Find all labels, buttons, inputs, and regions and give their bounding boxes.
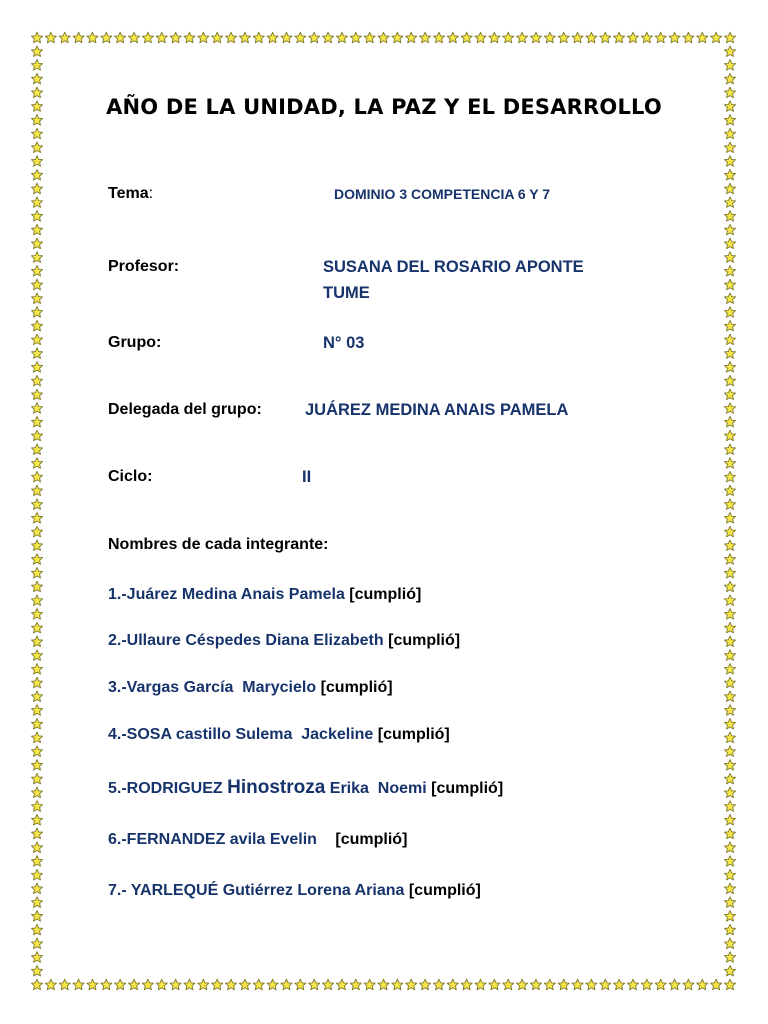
star-icon [31, 567, 42, 578]
star-icon [31, 883, 42, 894]
star-icon [31, 471, 42, 482]
member-status: [cumplió] [377, 726, 450, 743]
star-icon [724, 32, 735, 43]
star-icon [336, 32, 347, 43]
star-icon [31, 499, 42, 510]
star-icon [225, 979, 236, 990]
star-icon [530, 979, 541, 990]
star-icon [45, 32, 56, 43]
star-icon [724, 554, 735, 565]
star-icon [724, 224, 735, 235]
tema-value: DOMINIO 3 COMPETENCIA 6 Y 7 [334, 186, 551, 202]
star-icon [31, 677, 42, 688]
star-icon [724, 965, 735, 976]
star-icon [530, 32, 541, 43]
star-icon [724, 513, 735, 524]
star-icon [392, 979, 403, 990]
list-item [108, 831, 407, 849]
star-icon [724, 211, 735, 222]
star-icon [350, 32, 361, 43]
star-icon [600, 32, 611, 43]
star-icon [31, 252, 42, 263]
star-icon [378, 32, 389, 43]
star-icon [364, 32, 375, 43]
star-icon [309, 32, 320, 43]
star-icon [31, 746, 42, 757]
star-icon [31, 458, 42, 469]
star-icon [392, 32, 403, 43]
star-icon [212, 979, 223, 990]
star-icon [544, 32, 555, 43]
star-icon [447, 32, 458, 43]
star-icon [724, 869, 735, 880]
star-icon [31, 293, 42, 304]
star-icon [669, 979, 680, 990]
star-icon [31, 856, 42, 867]
star-icon [683, 979, 694, 990]
star-icon [724, 814, 735, 825]
member-name: 2.-Ullaure Céspedes Diana Elizabeth [108, 632, 384, 649]
star-icon [322, 979, 333, 990]
star-icon [724, 801, 735, 812]
star-icon [724, 540, 735, 551]
star-icon [724, 650, 735, 661]
star-icon [558, 32, 569, 43]
star-icon [419, 32, 430, 43]
star-icon [31, 636, 42, 647]
star-icon [406, 979, 417, 990]
star-icon [31, 279, 42, 290]
star-icon [31, 622, 42, 633]
profesor-value-line1: SUSANA DEL ROSARIO APONTE [323, 258, 584, 276]
star-icon [295, 32, 306, 43]
star-icon [406, 32, 417, 43]
star-icon [281, 32, 292, 43]
star-icon [724, 979, 735, 990]
star-icon [724, 705, 735, 716]
star-icon [31, 663, 42, 674]
delegada-label: Delegada del grupo: [108, 401, 262, 418]
star-icon [724, 416, 735, 427]
star-icon [31, 60, 42, 71]
star-icon [31, 609, 42, 620]
star-icon [31, 389, 42, 400]
star-icon [724, 73, 735, 84]
star-icon [724, 595, 735, 606]
star-icon [170, 979, 181, 990]
star-icon [31, 142, 42, 153]
star-icon [59, 32, 70, 43]
grupo-label: Grupo: [108, 334, 162, 351]
star-icon [724, 362, 735, 373]
star-icon [73, 979, 84, 990]
star-icon [225, 32, 236, 43]
star-icon [724, 334, 735, 345]
star-icon [31, 46, 42, 57]
star-icon [724, 307, 735, 318]
star-icon [724, 389, 735, 400]
member-name-emphasis: Hinostroza [227, 777, 326, 798]
star-icon [503, 979, 514, 990]
star-icon [31, 842, 42, 853]
star-icon [31, 924, 42, 935]
star-icon [614, 979, 625, 990]
star-icon [336, 979, 347, 990]
star-icon [433, 979, 444, 990]
star-icon [378, 979, 389, 990]
star-icon [31, 760, 42, 771]
member-name: 7.- YARLEQUÉ Gutiérrez Lorena Ariana [108, 882, 405, 899]
star-icon [724, 197, 735, 208]
star-icon [295, 979, 306, 990]
star-icon [31, 650, 42, 661]
star-icon [31, 938, 42, 949]
star-icon [31, 718, 42, 729]
star-icon [31, 485, 42, 496]
star-icon [31, 691, 42, 702]
star-icon [724, 156, 735, 167]
star-icon [31, 169, 42, 180]
star-icon [724, 293, 735, 304]
member-status: [cumplió] [388, 632, 461, 649]
star-icon [724, 499, 735, 510]
star-icon [697, 32, 708, 43]
star-icon [724, 622, 735, 633]
star-icon [517, 32, 528, 43]
star-icon [350, 979, 361, 990]
member-name: 1.-Juárez Medina Anais Pamela [108, 586, 345, 603]
star-icon [45, 979, 56, 990]
star-icon [724, 773, 735, 784]
star-icon [31, 211, 42, 222]
star-icon [724, 46, 735, 57]
star-icon [31, 897, 42, 908]
list-item [108, 679, 393, 697]
star-icon [253, 32, 264, 43]
star-icon [31, 197, 42, 208]
star-icon [724, 636, 735, 647]
star-icon [724, 911, 735, 922]
member-status: [cumplió] [335, 831, 408, 848]
star-icon [31, 979, 42, 990]
list-item [108, 777, 503, 799]
page-title: AÑO DE LA UNIDAD, LA PAZ Y EL DESARROLLO [106, 95, 662, 119]
star-icon [724, 856, 735, 867]
star-icon [31, 362, 42, 373]
member-status: [cumplió] [320, 679, 393, 696]
star-icon [489, 32, 500, 43]
star-icon [31, 430, 42, 441]
star-icon [614, 32, 625, 43]
star-icon [142, 979, 153, 990]
star-icon [31, 801, 42, 812]
member-name-suffix: Erika Noemi [329, 780, 427, 797]
star-icon [31, 554, 42, 565]
star-icon [419, 979, 430, 990]
star-icon [627, 979, 638, 990]
member-status: [cumplió] [431, 780, 504, 797]
star-icon [724, 430, 735, 441]
star-icon [31, 320, 42, 331]
star-icon [198, 979, 209, 990]
ciclo-value: II [302, 468, 312, 486]
delegada-value: JUÁREZ MEDINA ANAIS PAMELA [305, 401, 569, 419]
star-icon [461, 979, 472, 990]
star-icon [31, 444, 42, 455]
star-icon [253, 979, 264, 990]
star-icon [724, 581, 735, 592]
star-icon [31, 265, 42, 276]
star-icon [724, 567, 735, 578]
list-item [108, 632, 460, 650]
star-icon [724, 952, 735, 963]
star-icon [724, 320, 735, 331]
star-icon [156, 32, 167, 43]
star-icon [475, 32, 486, 43]
star-icon [724, 718, 735, 729]
star-icon [724, 183, 735, 194]
star-icon [281, 979, 292, 990]
star-icon [517, 979, 528, 990]
star-icon [31, 238, 42, 249]
star-icon [724, 897, 735, 908]
star-icon [724, 732, 735, 743]
star-icon [239, 32, 250, 43]
star-icon [489, 979, 500, 990]
star-icon [31, 526, 42, 537]
star-icon [101, 979, 112, 990]
star-icon [31, 705, 42, 716]
star-icon [184, 32, 195, 43]
star-icon [115, 32, 126, 43]
star-icon [724, 924, 735, 935]
star-icon [31, 581, 42, 592]
star-icon [724, 746, 735, 757]
star-icon [31, 348, 42, 359]
star-icon [128, 32, 139, 43]
star-icon [503, 32, 514, 43]
star-icon [641, 32, 652, 43]
star-icon [724, 279, 735, 290]
star-icon [711, 32, 722, 43]
star-icon [267, 32, 278, 43]
star-icon [724, 842, 735, 853]
star-icon [600, 979, 611, 990]
star-icon [212, 32, 223, 43]
star-icon [711, 979, 722, 990]
star-icon [364, 979, 375, 990]
grupo-value: N° 03 [323, 334, 365, 352]
member-name: 4.-SOSA castillo Sulema Jackeline [108, 726, 374, 743]
star-icon [31, 128, 42, 139]
star-icon [31, 183, 42, 194]
star-icon [544, 979, 555, 990]
star-icon [572, 32, 583, 43]
star-icon [87, 979, 98, 990]
star-icon [724, 691, 735, 702]
star-icon [170, 32, 181, 43]
star-icon [87, 32, 98, 43]
tema-label [108, 185, 153, 203]
star-icon [31, 911, 42, 922]
star-icon [724, 938, 735, 949]
star-icon [724, 485, 735, 496]
star-icon [31, 513, 42, 524]
star-icon [724, 169, 735, 180]
star-icon [724, 787, 735, 798]
star-icon [724, 471, 735, 482]
star-icon [724, 458, 735, 469]
star-icon [31, 595, 42, 606]
star-icon [558, 979, 569, 990]
star-icon [724, 375, 735, 386]
star-icon [31, 307, 42, 318]
star-icon [724, 403, 735, 414]
star-icon [31, 73, 42, 84]
star-icon [586, 979, 597, 990]
star-icon [655, 32, 666, 43]
star-icon [309, 979, 320, 990]
star-icon [322, 32, 333, 43]
tema-label-text: Tema [108, 185, 149, 202]
star-icon [31, 869, 42, 880]
star-icon [627, 32, 638, 43]
star-icon [31, 375, 42, 386]
star-icon [669, 32, 680, 43]
star-icon [572, 979, 583, 990]
star-icon [724, 265, 735, 276]
ciclo-label: Ciclo: [108, 468, 153, 485]
star-icon [724, 883, 735, 894]
members-heading: Nombres de cada integrante: [108, 536, 329, 553]
star-icon [724, 238, 735, 249]
member-name: 6.-FERNANDEZ avila Evelin [108, 831, 317, 848]
star-icon [724, 128, 735, 139]
star-icon [101, 32, 112, 43]
star-icon [142, 32, 153, 43]
star-icon [724, 348, 735, 359]
star-icon [31, 156, 42, 167]
star-icon [31, 32, 42, 43]
list-item [108, 586, 421, 604]
star-icon [724, 828, 735, 839]
star-icon [31, 732, 42, 743]
star-icon [115, 979, 126, 990]
star-icon [724, 609, 735, 620]
star-icon [31, 952, 42, 963]
star-icon [724, 142, 735, 153]
star-icon [267, 979, 278, 990]
star-icon [31, 828, 42, 839]
member-status: [cumplió] [408, 882, 481, 899]
star-icon [31, 334, 42, 345]
star-icon [461, 32, 472, 43]
star-icon [59, 979, 70, 990]
star-icon [683, 32, 694, 43]
star-icon [475, 979, 486, 990]
star-icon [724, 60, 735, 71]
profesor-label: Profesor: [108, 258, 180, 275]
star-icon [156, 979, 167, 990]
star-icon [724, 663, 735, 674]
star-icon [184, 979, 195, 990]
star-icon [31, 965, 42, 976]
star-icon [655, 979, 666, 990]
star-icon [128, 979, 139, 990]
star-icon [447, 979, 458, 990]
star-icon [73, 32, 84, 43]
star-icon [31, 224, 42, 235]
star-icon [433, 32, 444, 43]
star-icon [724, 444, 735, 455]
star-icon [31, 773, 42, 784]
star-icon [697, 979, 708, 990]
star-icon [724, 760, 735, 771]
list-item [108, 726, 450, 744]
list-item [108, 882, 481, 900]
member-status: [cumplió] [349, 586, 422, 603]
star-icon [31, 814, 42, 825]
star-icon [724, 252, 735, 263]
star-icon [198, 32, 209, 43]
star-icon [31, 403, 42, 414]
star-icon [724, 677, 735, 688]
tema-colon: : [148, 185, 154, 202]
star-icon [641, 979, 652, 990]
star-icon [724, 526, 735, 537]
star-icon [31, 787, 42, 798]
member-name: 3.-Vargas García Marycielo [108, 679, 317, 696]
star-icon [586, 32, 597, 43]
member-name-prefix: 5.-RODRIGUEZ [108, 780, 223, 797]
star-icon [239, 979, 250, 990]
profesor-value-line2: TUME [323, 284, 370, 302]
star-icon [31, 416, 42, 427]
star-icon [31, 540, 42, 551]
